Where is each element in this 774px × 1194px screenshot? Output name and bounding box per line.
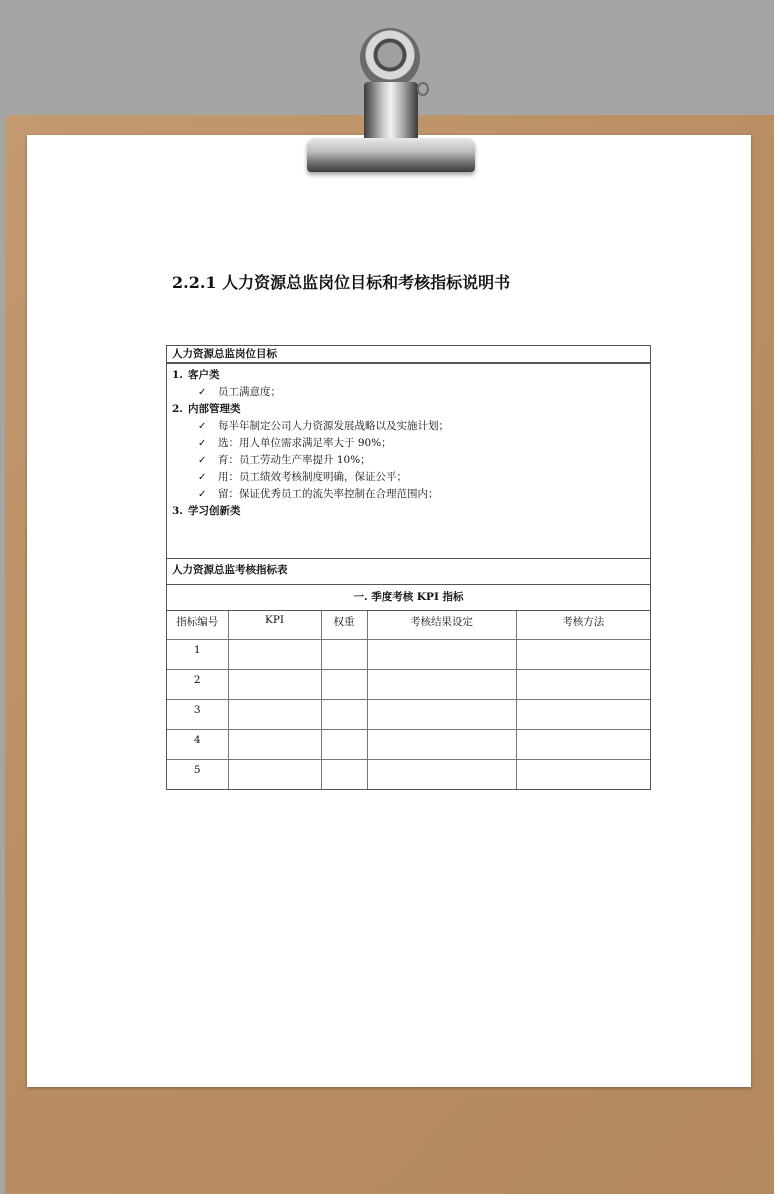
goal-text: 选：用人单位需求满足率大于 90%； (218, 437, 392, 449)
goal-text: 员工满意度； (218, 386, 281, 398)
row-number: 4 (167, 730, 228, 760)
table-row (167, 640, 650, 670)
column-header: 考核结果设定 (367, 611, 516, 640)
category-number: 1. (172, 369, 183, 381)
clip-ring-icon (360, 28, 420, 88)
table-cell (516, 760, 650, 790)
table-cell (228, 670, 321, 700)
goal-text: 每半年制定公司人力资源发展战略以及实施计划； (218, 420, 449, 432)
category-label: 学习创新类 (188, 505, 241, 517)
goal-text: 用：员工绩效考核制度明确，保证公平； (218, 471, 407, 483)
table-cell (367, 730, 516, 760)
category-heading (172, 367, 645, 384)
table-row (167, 760, 650, 790)
category-number: 2. (172, 403, 183, 415)
kpi-table (167, 611, 650, 789)
table-cell (367, 640, 516, 670)
goal-item (172, 469, 645, 486)
table-cell (228, 760, 321, 790)
table-cell (321, 700, 367, 730)
row-number: 5 (167, 760, 228, 790)
table-cell (228, 730, 321, 760)
goals-header: 人力资源总监岗位目标 (167, 346, 650, 363)
column-header: 指标编号 (167, 611, 228, 640)
category-heading (172, 401, 645, 418)
row-number: 2 (167, 670, 228, 700)
table-row (167, 700, 650, 730)
table-row (167, 670, 650, 700)
check-icon: ✓ (198, 489, 207, 500)
table-cell (321, 760, 367, 790)
table-cell (321, 730, 367, 760)
category-label: 客户类 (188, 369, 220, 381)
row-number: 3 (167, 700, 228, 730)
goal-item (172, 486, 645, 503)
category-heading (172, 503, 645, 520)
category-label: 内部管理类 (188, 403, 241, 415)
clip-pin (417, 82, 429, 96)
kpi-header: 人力资源总监考核指标表 (172, 564, 288, 576)
goals-body (167, 363, 650, 559)
table-cell (367, 670, 516, 700)
document-title: 2.2.1 人力资源总监岗位目标和考核指标说明书 (172, 273, 511, 292)
row-number: 1 (167, 640, 228, 670)
check-icon: ✓ (198, 421, 207, 432)
goal-text: 育：员工劳动生产率提升 10%； (218, 454, 371, 466)
goal-item (172, 435, 645, 452)
check-icon: ✓ (198, 387, 207, 398)
table-cell (516, 640, 650, 670)
table-cell (516, 700, 650, 730)
table-cell (516, 730, 650, 760)
goal-item (172, 418, 645, 435)
table-cell (367, 760, 516, 790)
check-icon: ✓ (198, 455, 207, 466)
table-row (167, 730, 650, 760)
goal-text: 留：保证优秀员工的流失率控制在合理范围内； (218, 488, 439, 500)
table-cell (321, 640, 367, 670)
column-header: KPI (228, 611, 321, 640)
kpi-subtitle: 一. 季度考核 KPI 指标 (167, 584, 650, 611)
table-cell (321, 670, 367, 700)
table-cell (228, 640, 321, 670)
goal-item (172, 452, 645, 469)
assessment-sheet (166, 345, 651, 790)
check-icon: ✓ (198, 438, 207, 449)
kpi-table-header-row (167, 611, 650, 640)
column-header: 考核方法 (516, 611, 650, 640)
table-cell (228, 700, 321, 730)
check-icon: ✓ (198, 472, 207, 483)
table-cell (516, 670, 650, 700)
category-number: 3. (172, 505, 183, 517)
goal-item (172, 384, 645, 401)
column-header: 权重 (321, 611, 367, 640)
table-cell (367, 700, 516, 730)
